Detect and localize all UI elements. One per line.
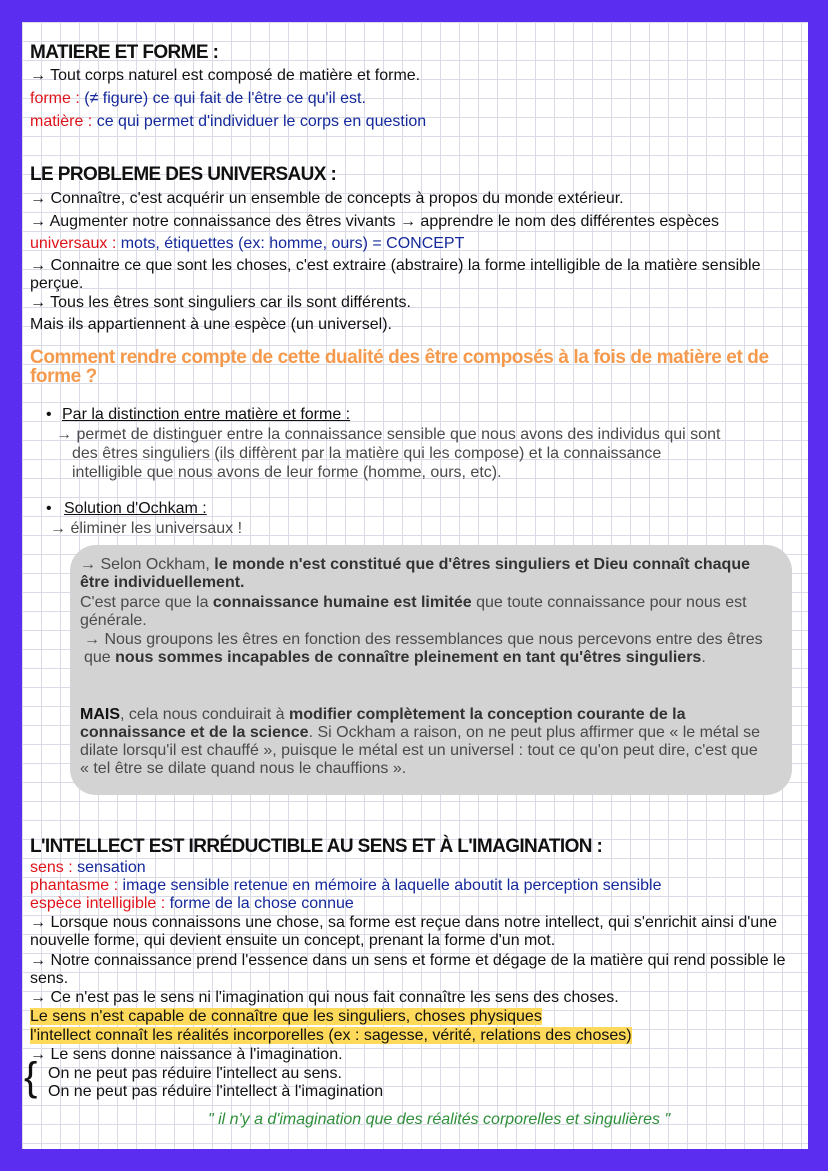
bullet-title-distinction: Par la distinction entre matière et forme :: [62, 406, 351, 423]
curly-brace: {: [24, 1055, 38, 1099]
callout-paragraph: [80, 556, 756, 592]
text-line: des êtres singuliers (ils diffèrent par la matière qui les compose) et la connaissance: [72, 445, 662, 462]
callout-text: que toute connaissance pour nous est générale.: [80, 594, 747, 629]
term-label: phantasme :: [30, 877, 119, 894]
callout-text: , cela nous conduirait à: [120, 706, 289, 723]
question-heading: Comment rendre compte de cette dualité des être composés à la fois de matière et de forme ?: [30, 347, 769, 387]
definition-sens: [30, 859, 146, 877]
definition-forme: [30, 90, 366, 108]
text-line: → Tous les êtres sont singuliers car ils sont différents.: [30, 294, 411, 311]
text-line: → Tout corps naturel est composé de matière et forme.: [30, 67, 421, 84]
term-label: universaux :: [30, 235, 117, 252]
section-title-universaux: LE PROBLEME DES UNIVERSAUX :: [30, 164, 337, 185]
callout-bold: connaissance humaine est limitée: [212, 594, 472, 611]
term-label: forme :: [30, 90, 80, 107]
callout-text: C'est parce que la: [80, 594, 213, 611]
highlighted-line: [30, 1008, 542, 1026]
highlighted-line: [30, 1027, 632, 1045]
callout-paragraph-mais: [80, 706, 770, 778]
text-paragraph: → Lorsque nous connaissons une chose, sa forme est reçue dans notre intellect, qui s'enrichit ainsi d'une nouvelle forme, qui devient ensuite un concept, prenant la forme d'un mot.: [30, 914, 777, 949]
term-definition: mots, étiquettes (ex: homme, ours) = CONCEPT: [116, 235, 465, 252]
text-paragraph: → Notre connaissance prend l'essence dans un sens et forme et dégage de la matière qui rend possible le sens.: [30, 952, 786, 987]
definition-espece-intelligible: [30, 895, 354, 913]
callout-text: → Nous groupons les êtres en fonction des ressemblances que nous percevons entre des êtres que: [84, 631, 763, 666]
text-line: → éliminer les universaux !: [50, 520, 243, 537]
callout-paragraph: [80, 594, 770, 630]
text-line: → Augmenter notre connaissance des êtres vivants → apprendre le nom des différentes espèces: [30, 213, 719, 230]
bullet-dot: •: [46, 406, 52, 423]
text-line: On ne peut pas réduire l'intellect au sens.: [48, 1065, 342, 1082]
text-line: → Ce n'est pas le sens ni l'imagination qui nous fait connaître les sens des choses.: [30, 989, 619, 1006]
definition-universaux: [30, 235, 464, 253]
term-definition: ce qui permet d'individuer le corps en question: [92, 113, 427, 130]
callout-text: . Si Ockham a raison, on ne peut plus affirmer que « le métal se dilate lorsqu'il est chauffé », puisque le métal est un universel : tout ce qu'on peut dire, c'est que « tel être se dilate quand nous le chauffions ».: [80, 724, 761, 777]
bullet-dot: •: [46, 500, 52, 517]
document-page: [22, 22, 808, 1149]
callout-bold: nous sommes incapables de connaître pleinement en tant qu'êtres singuliers: [115, 649, 702, 666]
bullet-title-ockham: Solution d'Ochkam :: [64, 500, 207, 517]
highlight: l'intellect connaît les réalités incorporelles (ex : sagesse, vérité, relations des choses): [30, 1027, 632, 1044]
text-line: intelligible que nous avons de leur forme (homme, ours, etc).: [72, 464, 502, 481]
callout-bold: MAIS: [80, 706, 120, 723]
text-line: → Le sens donne naissance à l'imagination.: [30, 1046, 343, 1063]
term-definition: sensation: [72, 859, 146, 876]
text-line: → Connaître, c'est acquérir un ensemble de concepts à propos du monde extérieur.: [30, 190, 624, 207]
text-line: → permet de distinguer entre la connaissance sensible que nous avons des individus qui sont: [56, 426, 721, 443]
definition-phantasme: [30, 877, 662, 895]
section-title-intellect: L'INTELLECT EST IRRÉDUCTIBLE AU SENS ET À L'IMAGINATION :: [30, 836, 603, 857]
callout-bold: le monde n'est constitué que d'êtres singuliers et Dieu connaît chaque être individuellement.: [80, 556, 750, 591]
quote-line: " il n'y a d'imagination que des réalités corporelles et singulières ": [208, 1111, 671, 1128]
term-definition: forme de la chose connue: [165, 895, 354, 912]
text-line: Mais ils appartiennent à une espèce (un universel).: [30, 316, 392, 333]
text-line: On ne peut pas réduire l'intellect à l'imagination: [48, 1083, 384, 1100]
callout-bold: modifier complètement la conception courante de la connaissance et de la science: [80, 706, 686, 741]
section-title-matiere-forme: MATIERE ET FORME :: [30, 42, 219, 63]
highlight: Le sens n'est capable de connaître que les singuliers, choses physiques: [30, 1008, 542, 1025]
term-label: sens :: [30, 859, 73, 876]
callout-text: → Selon Ockham,: [80, 556, 215, 573]
callout-text: .: [701, 649, 706, 666]
term-label: matière :: [30, 113, 93, 130]
definition-matiere: [30, 113, 426, 131]
term-label: espèce intelligible :: [30, 895, 166, 912]
term-definition: image sensible retenue en mémoire à laquelle aboutit la perception sensible: [118, 877, 662, 894]
callout-paragraph: [84, 631, 770, 667]
term-definition: (≠ figure) ce qui fait de l'être ce qu'il est.: [79, 90, 366, 107]
text-paragraph: → Connaitre ce que sont les choses, c'est extraire (abstraire) la forme intelligible de la matière sensible perçue.: [30, 257, 761, 292]
